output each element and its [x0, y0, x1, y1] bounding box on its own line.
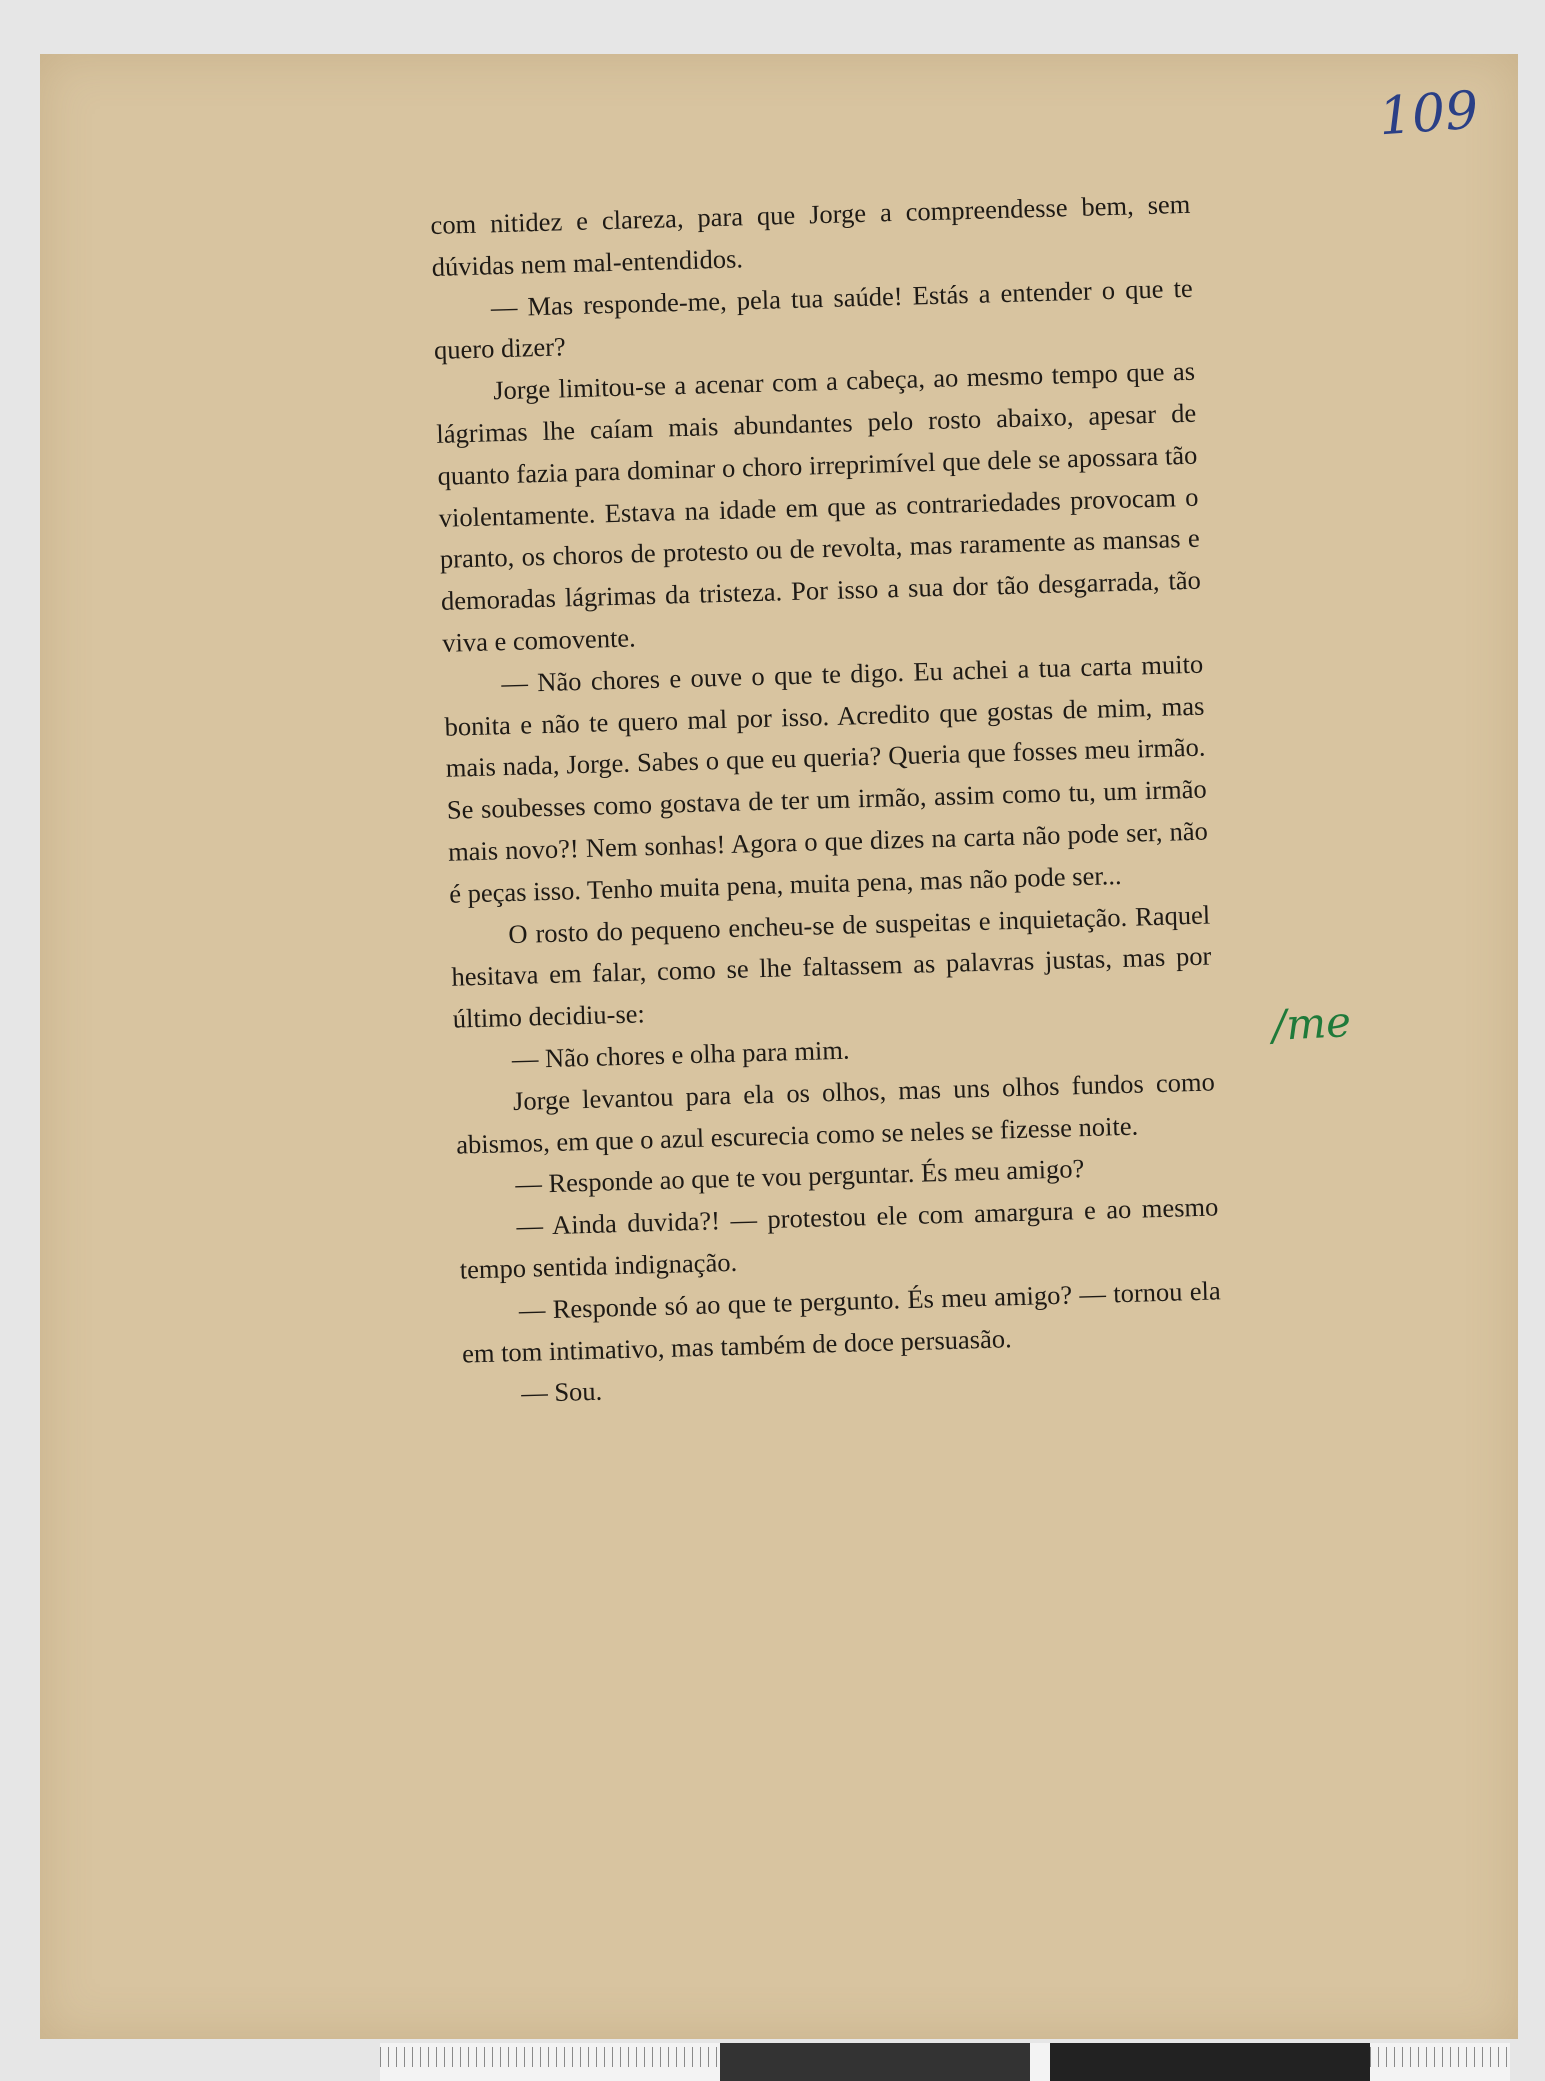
paragraph: — Responde ao que te vou perguntar. És meu amigo?: [514, 1153, 1085, 1200]
ruler-ticks: [380, 2047, 720, 2067]
paragraph: — Mas responde-me, pela tua saúde! Estás a entender o que te quero dizer?: [433, 272, 1194, 366]
color-bar: [1050, 2043, 1370, 2081]
scale-ruler: [380, 2043, 1510, 2081]
paragraph: — Responde só ao que te pergunto. És meu amigo? — tornou ela em tom intimativo, mas também de doce persuasão.: [461, 1275, 1222, 1369]
color-bar: [720, 2043, 1030, 2081]
ruler-ticks: [1370, 2047, 1510, 2067]
paragraph: — Sou.: [520, 1375, 603, 1409]
paragraph: Jorge levantou para ela os olhos, mas uns olhos fundos como abismos, em que o azul escurecia como se neles se fizesse noite.: [455, 1066, 1216, 1160]
paragraph: O rosto do pequeno encheu-se de suspeitas e inquietação. Raquel hesitava em falar, como se lhe faltassem as palavras justas, mas por último decidiu-se:: [451, 899, 1212, 1034]
typed-body-text: [430, 184, 1224, 1417]
paragraph: — Ainda duvida?! — protestou ele com amargura e ao mesmo tempo sentida indignação.: [459, 1191, 1219, 1285]
handwritten-page-number: 109: [1377, 80, 1481, 148]
paragraph: com nitidez e clareza, para que Jorge a compreendesse bem, sem dúvidas nem mal-entendidos.: [430, 188, 1191, 282]
paragraph: — Não chores e olha para mim.: [511, 1034, 850, 1074]
paragraph: — Não chores e ouve o que te digo. Eu achei a tua carta muito bonita e não te quero mal por isso. Acredito que gostas de mim, mas mais nada, Jorge. Sabes o que eu queria? Queria que fosses meu irmão. Se soubesses como gostava de ter um irmão, assim como tu, um irmão mais novo?! Nem sonhas! Agora o que dizes na carta não pode ser, não é peças isso. Tenho muita pena, muita pena, mas não pode ser...: [444, 648, 1209, 909]
paragraph: Jorge limitou-se a acenar com a cabeça, ao mesmo tempo que as lágrimas lhe caíam mais abundantes pelo rosto abaixo, apesar de quanto fazia para dominar o choro irreprimível que dele se apossara tão violentamente. Estava na idade em que as contrariedades provocam o pranto, os choros de protesto ou de revolta, mas raramente as mansas e demoradas lágrimas da tristeza. Por isso a sua dor tão desgarrada, tão viva e comovente.: [435, 355, 1202, 658]
handwritten-margin-note: /me: [1270, 996, 1353, 1051]
